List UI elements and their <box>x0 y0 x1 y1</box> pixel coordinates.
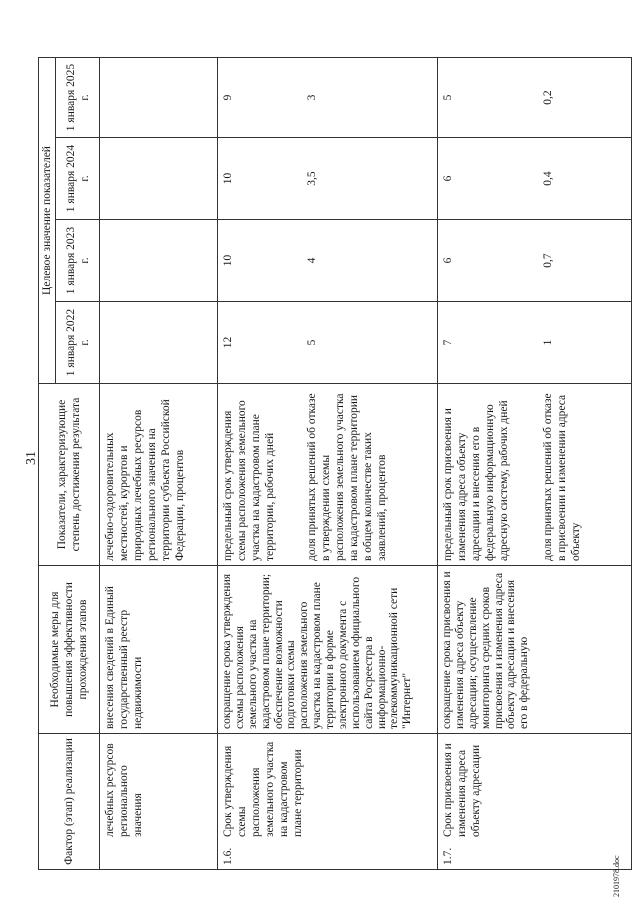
header-factor: Фактор (этап) реализации <box>39 734 100 870</box>
value-cell <box>218 138 438 220</box>
measures-cell: сокращение срока присвоения и изменения адреса объекту адресации; осуществление мониторинга средних сроков присвоения и изменения адреса объекту адресации и внесения его в федеральную <box>438 566 632 734</box>
value-cell <box>100 138 218 220</box>
factor-text: лечебных ресурсов регионального значения <box>104 743 145 837</box>
value: 5 <box>306 339 319 346</box>
table-row <box>438 57 632 869</box>
factor-text: Срок утверждения схемы расположения земельного участка на кадастровом плане территории <box>222 741 305 837</box>
factor-cell <box>438 734 632 870</box>
header-target: Целевое значение показателей <box>39 57 56 383</box>
header-year: 1 января 2023 г. <box>56 220 100 302</box>
value: 12 <box>222 336 235 349</box>
factor-cell <box>100 734 218 870</box>
table-row <box>100 57 218 869</box>
header-indicators: Показатели, характеризующие степень достижения результата <box>39 384 100 566</box>
value: 3 <box>306 94 319 101</box>
value-cell <box>100 220 218 302</box>
value: 9 <box>222 94 235 101</box>
value-cell <box>438 302 632 384</box>
value-cell <box>218 57 438 137</box>
header-year: 1 января 2024 г. <box>56 138 100 220</box>
indicator-cell <box>218 384 438 566</box>
value-cell <box>438 220 632 302</box>
measures-cell: внесения сведений в Единый государственный реестр недвижимости <box>100 566 218 734</box>
row-number: 1.6. <box>222 847 235 865</box>
page-number: 31 <box>24 451 39 465</box>
value-cell <box>438 57 632 137</box>
header-year: 1 января 2025 г. <box>56 57 100 137</box>
value: 6 <box>442 257 455 264</box>
indicator-cell: лечебно-оздоровительных местностей, курортов и природных лечебных ресурсов регионального значения на территории субъекта Российской Федерации, процентов <box>100 384 218 566</box>
value: 0,2 <box>542 90 555 105</box>
value: 4 <box>306 257 319 264</box>
indicator-text: доля принятых решений об отказе в утверждении схемы расположения земельного участка на кадастровом плане территории в общем количестве таких заявлений, процентов <box>306 393 389 561</box>
value-cell <box>218 302 438 384</box>
value: 10 <box>222 172 235 185</box>
measures-cell: сокращение срока утверждения схемы расположения земельного участка на кадастровом плане территории; обеспечение возможности подготовки схемы расположения земельного участка на кадастровом плане территории в форме электронного документа с использованием официального сайта Росреестра в информационно-телекоммуникационной сети "Интернет" <box>218 566 438 734</box>
footer-code: 2101978.doc <box>612 855 621 897</box>
row-number: 1.7. <box>442 847 455 865</box>
value: 7 <box>442 339 455 346</box>
row-number <box>103 837 145 865</box>
factor-cell <box>218 734 438 870</box>
header-year: 1 января 2022 г. <box>56 302 100 384</box>
table-row <box>218 57 438 869</box>
value-cell <box>100 57 218 137</box>
value: 6 <box>442 175 455 182</box>
indicators-table <box>38 57 632 870</box>
indicator-text: предельный срок присвоения и изменения адреса объекту адресации и внесения его в федеральную информационную адресную систему, рабочих дней <box>442 400 511 561</box>
value: 0,4 <box>542 171 555 186</box>
indicator-text: доля принятых решений об отказе в присвоении и изменении адреса объекту <box>542 393 583 561</box>
value: 10 <box>222 254 235 267</box>
value: 0,7 <box>542 253 555 268</box>
indicator-cell <box>438 384 632 566</box>
value-cell <box>218 220 438 302</box>
factor-text: Срок присвоения и изменения адреса объекту адресации <box>442 743 483 837</box>
value: 3,5 <box>306 171 319 186</box>
value-cell <box>100 302 218 384</box>
header-row <box>39 57 56 869</box>
indicator-text: предельный срок утверждения схемы расположения земельного участка на кадастровом плане территории, рабочих дней <box>222 400 277 561</box>
value-cell <box>438 138 632 220</box>
value: 1 <box>542 339 555 346</box>
value: 5 <box>442 94 455 101</box>
header-measures: Необходимые меры для повышения эффективности прохождения этапов <box>39 566 100 734</box>
